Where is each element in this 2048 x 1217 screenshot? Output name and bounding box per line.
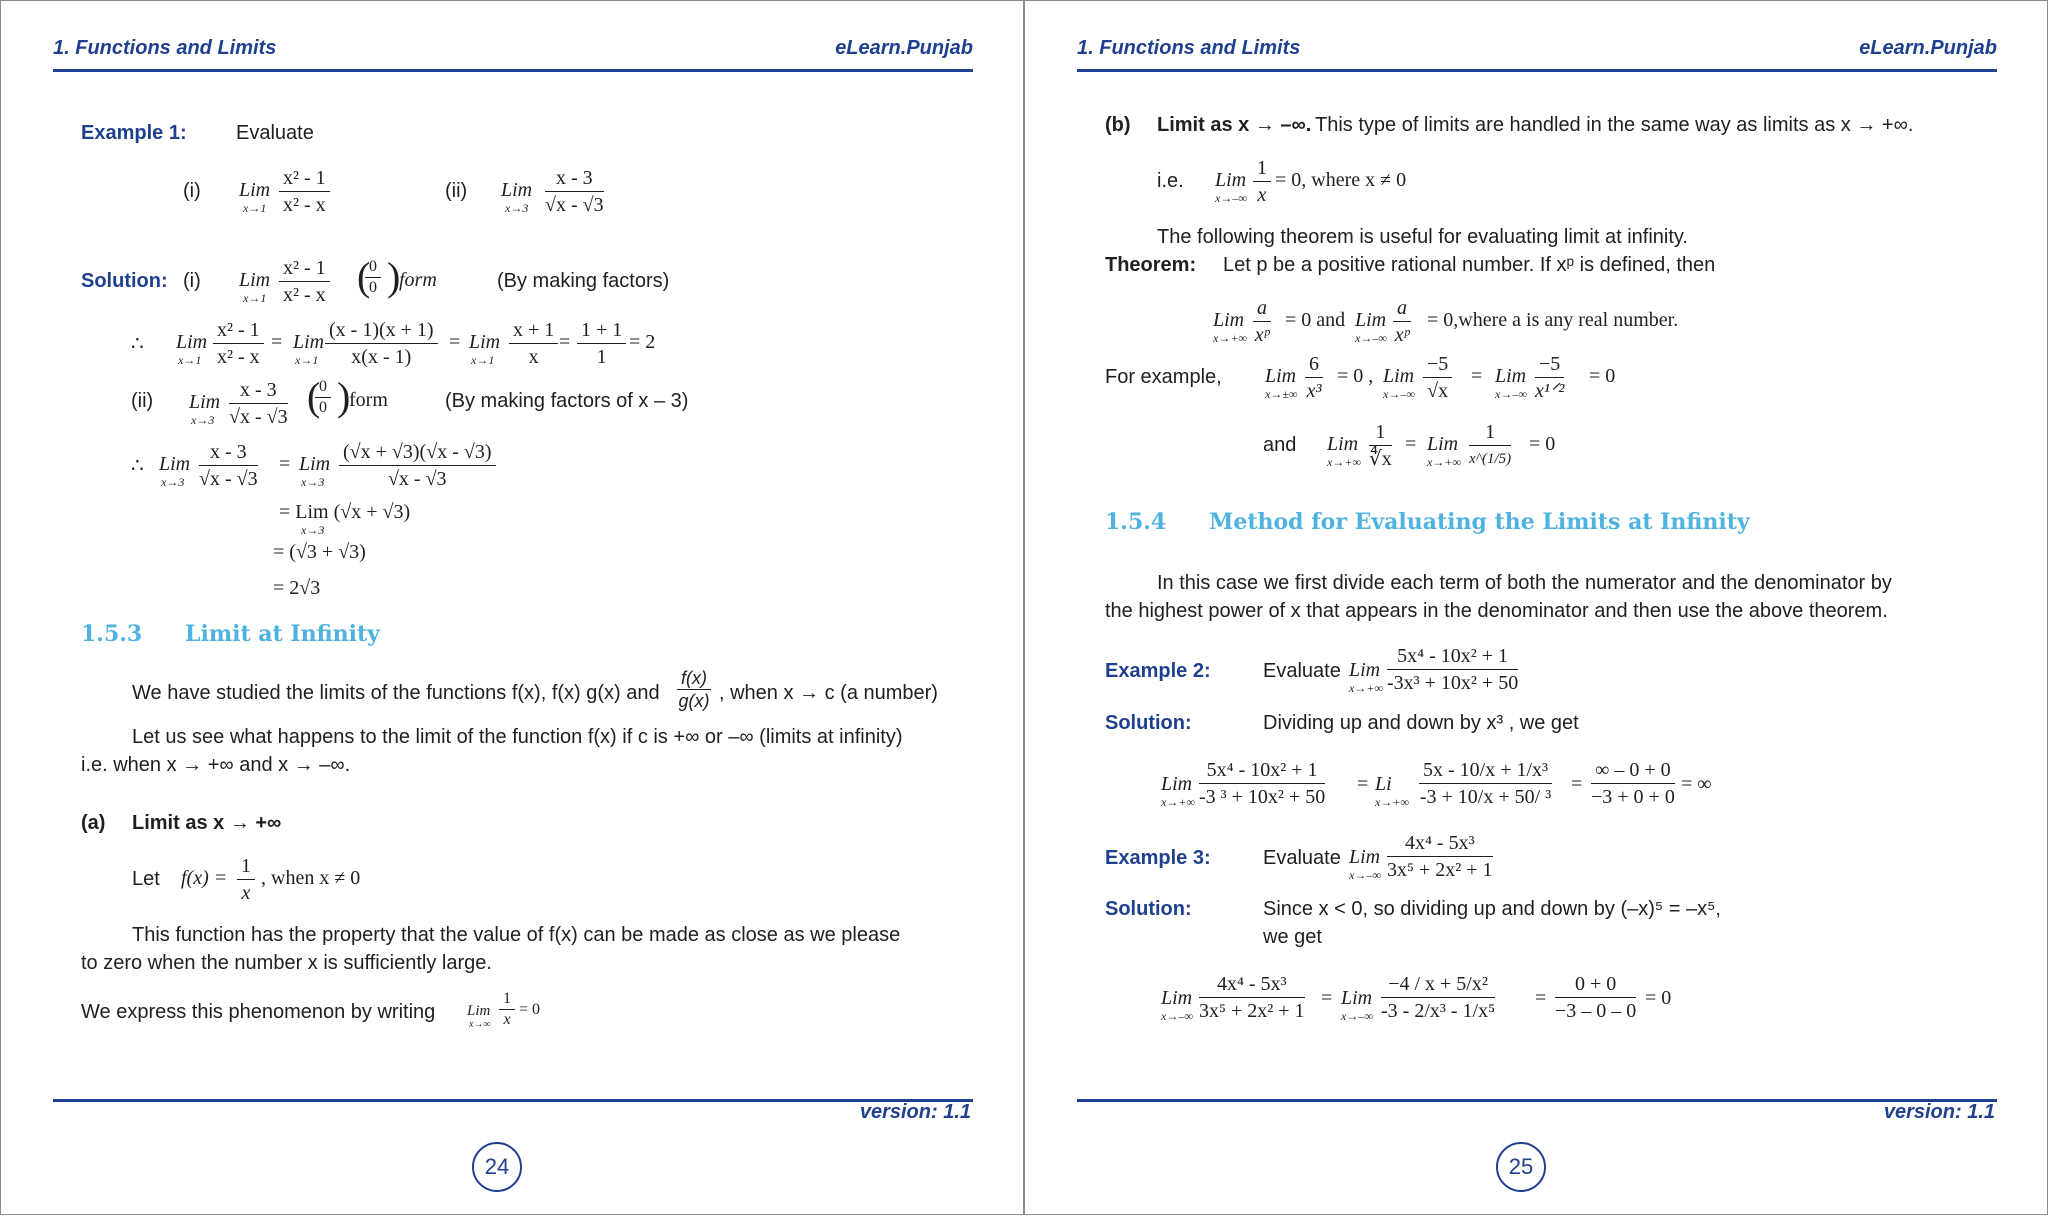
- theorem-lim-2: Lim x→–∞: [1355, 309, 1387, 345]
- example-2-frac: $\frac{\text{5x⁴ - 10x² + 1}}{\text{-3x³ + 10x² + 50}}$: [1387, 645, 1519, 694]
- para4-lim: Lim x→∞: [467, 1003, 491, 1030]
- example-1-instruction: Evaluate: [236, 122, 314, 144]
- solution-3-label: Solution:: [1105, 898, 1192, 920]
- lim-5: Lim x→3: [299, 453, 331, 489]
- sol2-lim-1: Lim x→+∞: [1161, 773, 1195, 809]
- paragraph-3b: to zero when the number x is sufficiently large.: [81, 952, 492, 974]
- brand-name: eLearn.Punjab: [835, 37, 973, 59]
- lim-4: Lim x→3: [159, 453, 191, 489]
- zero-over-zero: $\frac{0}{0}$: [365, 257, 381, 298]
- equals: =: [279, 453, 291, 475]
- part-a-title: Limit as x → +∞: [132, 812, 282, 834]
- paragraph-1b: , when x → c (a number): [719, 682, 938, 704]
- solution-frac-i: [279, 255, 330, 308]
- theorem-and: = 0 and: [1285, 309, 1346, 331]
- ex-end-1: = 0: [1589, 365, 1616, 387]
- paragraph-4: We express this phenomenon by writing: [81, 1001, 436, 1023]
- for-example-label: For example,: [1105, 366, 1222, 388]
- ex-lim-5: Lim x→+∞: [1427, 433, 1461, 469]
- sol3-lim-1: Lim x→–∞: [1161, 987, 1193, 1023]
- page-header: [1077, 37, 1997, 72]
- ex-frac-1: $\frac{6}{\text{x³}}$: [1306, 353, 1322, 402]
- lim-text: Lim: [239, 269, 271, 291]
- sol3-eq: =: [1321, 987, 1333, 1009]
- solution-part-i: (i): [183, 270, 201, 292]
- ex-frac-3: −5 x¹ᐟ²: [1535, 353, 1565, 402]
- sol2-lim-2: Li x→+∞: [1375, 773, 1409, 809]
- version-label: version: 1.1: [1883, 1101, 1995, 1123]
- brand-name: eLearn.Punjab: [1859, 37, 1997, 59]
- sol2-eq: =: [1571, 773, 1583, 795]
- and-word: and: [1263, 434, 1297, 456]
- ex-lim-2: Lim x→–∞: [1383, 365, 1415, 401]
- example-3-label: Example 3:: [1105, 847, 1211, 869]
- line1-frac-a: $\frac{\text{x² - 1}}{\text{x² - x}}$: [213, 317, 264, 370]
- equals: =: [271, 331, 283, 353]
- sol2-eq: =: [1357, 773, 1369, 795]
- page-number: 25: [1496, 1142, 1546, 1192]
- fx-over-gx: $\frac{f(x)}{g(x)}$: [678, 668, 710, 711]
- lim-sub: x→1: [243, 201, 267, 215]
- ex-eq-2: =: [1471, 365, 1483, 387]
- section-number: 1.5.4: [1105, 509, 1167, 535]
- ex-frac-4: $\frac{1}{∜x}$: [1369, 421, 1392, 470]
- example-1-expr-i: [239, 179, 271, 215]
- section-number: 1.5.3: [81, 621, 143, 647]
- frac-num: x² - 1: [279, 255, 330, 282]
- paragraph-2b: i.e. when x → +∞ and x → –∞.: [81, 754, 351, 776]
- example-3-frac: $\frac{\text{4x⁴ - 5x³}}{\text{3x⁵ + 2x² + 1}}$: [1387, 832, 1493, 881]
- let-expr: f(x) =: [181, 867, 228, 889]
- factors-note: (By making factors): [497, 270, 670, 292]
- theorem-frac-2: $\frac{a}{\text{xᵖ}}$: [1394, 297, 1410, 346]
- paragraph-1a: We have studied the limits of the functions f(x), f(x) g(x) and: [132, 682, 660, 704]
- lim-3: Lim x→1: [469, 331, 501, 367]
- part-b-text: This type of limits are handled in the same way as limits as x → +∞.: [1315, 114, 1914, 136]
- lim-sub: x→1: [243, 291, 267, 305]
- theorem-tail: = 0,where a is any real number.: [1427, 309, 1679, 331]
- paragraph-2a: Let us see what happens to the limit of the function f(x) if c is +∞ or –∞ (limits at infinity): [132, 726, 903, 748]
- ex-eq-1: = 0 ,: [1337, 365, 1374, 387]
- page-header: [53, 37, 973, 72]
- ex-frac-2: $\frac{-5}{√x}$: [1423, 351, 1452, 404]
- theorem-intro: The following theorem is useful for evaluating limit at infinity.: [1157, 226, 1688, 248]
- chapter-title: 1. Functions and Limits: [53, 37, 277, 59]
- example-1-part-ii: (ii): [445, 180, 468, 202]
- step-3: = 2√3: [273, 577, 321, 599]
- para4-frac: $\frac{1}{x}$: [499, 989, 515, 1030]
- theorem-label: Theorem:: [1105, 254, 1197, 276]
- let-text: Let: [132, 868, 160, 890]
- example-1-part-i: (i): [183, 180, 201, 202]
- open-paren: (: [357, 254, 371, 299]
- solution-2-text: Dividing up and down by x³ , we get: [1263, 712, 1579, 734]
- theorem-text: Let p be a positive rational number. If xᵖ is defined, then: [1223, 254, 1716, 276]
- let-frac: $\frac{1}{x}$: [237, 853, 255, 906]
- version-label: version: 1.1: [859, 1101, 971, 1123]
- let-when: , when x ≠ 0: [261, 867, 361, 889]
- para4-eq: = 0: [519, 1001, 541, 1018]
- solution-frac-ii: $\frac{x - 3}{√x - √3}$: [229, 379, 288, 428]
- ex-lim-1: Lim x→±∞: [1265, 365, 1298, 401]
- ex-lim-3: Lim x→–∞: [1495, 365, 1527, 401]
- paragraph-1a: In this case we first divide each term of both the numerator and the denominator by: [1157, 572, 1892, 594]
- equals: =: [559, 331, 571, 353]
- theorem-frac-1: $\frac{a}{\text{xᵖ}}$: [1254, 297, 1270, 346]
- factors-note-ii: (By making factors of x – 3): [445, 390, 689, 412]
- line2-frac-a: $\frac{x - 3}{√x - √3}$: [199, 441, 258, 490]
- sol2-frac-2: $\frac{\text{5x - 10/x + 1/x³}}{\text{-3 + 10/x + 50/ ³}}$: [1419, 759, 1552, 808]
- page-left: [0, 0, 1024, 1215]
- sol3-eq: =: [1535, 987, 1547, 1009]
- therefore-symbol: ∴: [131, 455, 144, 477]
- sol2-end: = ∞: [1681, 773, 1712, 795]
- example-2-instruction: Evaluate: [1263, 660, 1341, 682]
- solution-3-text-b: we get: [1263, 926, 1322, 948]
- close-paren: ): [387, 254, 401, 299]
- step-1: = Lim (√x + √3) x→3: [279, 501, 411, 537]
- example-1-expr-ii: [501, 179, 533, 215]
- frac-num: x - 3: [545, 165, 604, 192]
- form-label: form: [399, 269, 437, 291]
- footer-rule: [53, 1099, 973, 1102]
- line1-frac-c: $\frac{x + 1}{x}$: [509, 317, 558, 370]
- example-1-frac-i: [279, 165, 330, 218]
- close-paren: ): [337, 374, 351, 419]
- ie-label: i.e.: [1157, 170, 1184, 192]
- open-paren: (: [307, 374, 321, 419]
- ex-end-2: = 0: [1529, 433, 1556, 455]
- part-b-title: Limit as x → –∞.: [1157, 114, 1312, 136]
- line1-result: = 2: [629, 331, 656, 353]
- sol3-frac-2: $\frac{\text{−4 / x + 5/x²}}{\text{-3 - 2/x³ - 1/x⁵}}$: [1381, 973, 1496, 1022]
- step-2: = (√3 + √3): [273, 541, 366, 563]
- example-2-label: Example 2:: [1105, 660, 1211, 682]
- form-label-ii: form: [349, 389, 388, 411]
- part-a-label: (a): [81, 812, 106, 834]
- zero-over-zero: $\frac{0}{0}$: [315, 377, 331, 418]
- ex-eq-3: =: [1405, 433, 1417, 455]
- example-3-lim: Lim x→–∞: [1349, 846, 1381, 882]
- footer-rule: [1077, 1099, 1997, 1102]
- solution-label: Solution:: [81, 270, 168, 292]
- lim-text: Lim: [239, 179, 271, 201]
- theorem-lim-1: Lim x→+∞: [1213, 309, 1247, 345]
- lim-sub: x→3: [505, 201, 529, 215]
- sol3-lim-2: Lim x→–∞: [1341, 987, 1373, 1023]
- ie-lim: Lim x→–∞: [1215, 169, 1247, 205]
- part-b-label: (b): [1105, 114, 1131, 136]
- section-title: Method for Evaluating the Limits at Infinity: [1209, 509, 1750, 535]
- page-number: 24: [472, 1142, 522, 1192]
- lim-2: Lim x→1: [293, 331, 325, 367]
- section-title: Limit at Infinity: [185, 621, 380, 647]
- frac-num: x² - 1: [279, 165, 330, 192]
- example-2-lim: Lim x→+∞: [1349, 659, 1383, 695]
- example-1-label: Example 1:: [81, 122, 187, 144]
- solution-2-label: Solution:: [1105, 712, 1192, 734]
- paragraph-1b: the highest power of x that appears in the denominator and then use the above theorem.: [1105, 600, 1888, 622]
- lim-ii: Lim x→3: [189, 391, 221, 427]
- lim-text: Lim: [501, 179, 533, 201]
- sol3-end: = 0: [1645, 987, 1672, 1009]
- solution-part-ii: (ii): [131, 390, 154, 412]
- sol3-frac-1: $\frac{\text{4x⁴ - 5x³}}{\text{3x⁵ + 2x² + 1}}$: [1199, 973, 1305, 1022]
- sol2-frac-3: $\frac{\infty - 0 + 0}{-3 + 0 + 0}$: [1591, 759, 1675, 808]
- frac-den: x² - x: [283, 194, 326, 216]
- ie-frac: $\frac{1}{x}$: [1253, 155, 1271, 208]
- sol2-frac-1: $\frac{\text{5x⁴ - 10x² + 1}}{\text{-3 ³ + 10x² + 50}}$: [1199, 759, 1326, 808]
- equals: =: [449, 331, 461, 353]
- chapter-title: 1. Functions and Limits: [1077, 37, 1301, 59]
- frac-den: √x - √3: [545, 194, 604, 216]
- lim-1: Lim x→1: [176, 331, 208, 367]
- solution-3-text-a: Since x < 0, so dividing up and down by (–x)⁵ = –x⁵,: [1263, 898, 1721, 920]
- line2-frac-b: $\frac{(√x + √3)(√x - √3)}{√x - √3}$: [339, 439, 496, 492]
- example-3-instruction: Evaluate: [1263, 847, 1341, 869]
- sol3-frac-3: $\frac{0 + 0}{-3 - 0 - 0}$: [1555, 973, 1637, 1022]
- therefore-symbol: ∴: [131, 333, 144, 355]
- line1-frac-d: $\frac{1 + 1}{1}$: [577, 317, 626, 370]
- solution-lim-i: [239, 269, 271, 305]
- line1-frac-b: $\frac{(x - 1)(x + 1)}{x(x - 1)}$: [325, 317, 438, 370]
- ie-rest: = 0, where x ≠ 0: [1275, 169, 1407, 191]
- ex-lim-4: Lim x→+∞: [1327, 433, 1361, 469]
- example-1-frac-ii: [545, 165, 604, 218]
- ex-frac-5: 1 x^(1/5): [1469, 421, 1512, 467]
- paragraph-3a: This function has the property that the value of f(x) can be made as close as we please: [132, 924, 901, 946]
- frac-den: x² - x: [283, 284, 326, 306]
- page-right: [1024, 0, 2048, 1215]
